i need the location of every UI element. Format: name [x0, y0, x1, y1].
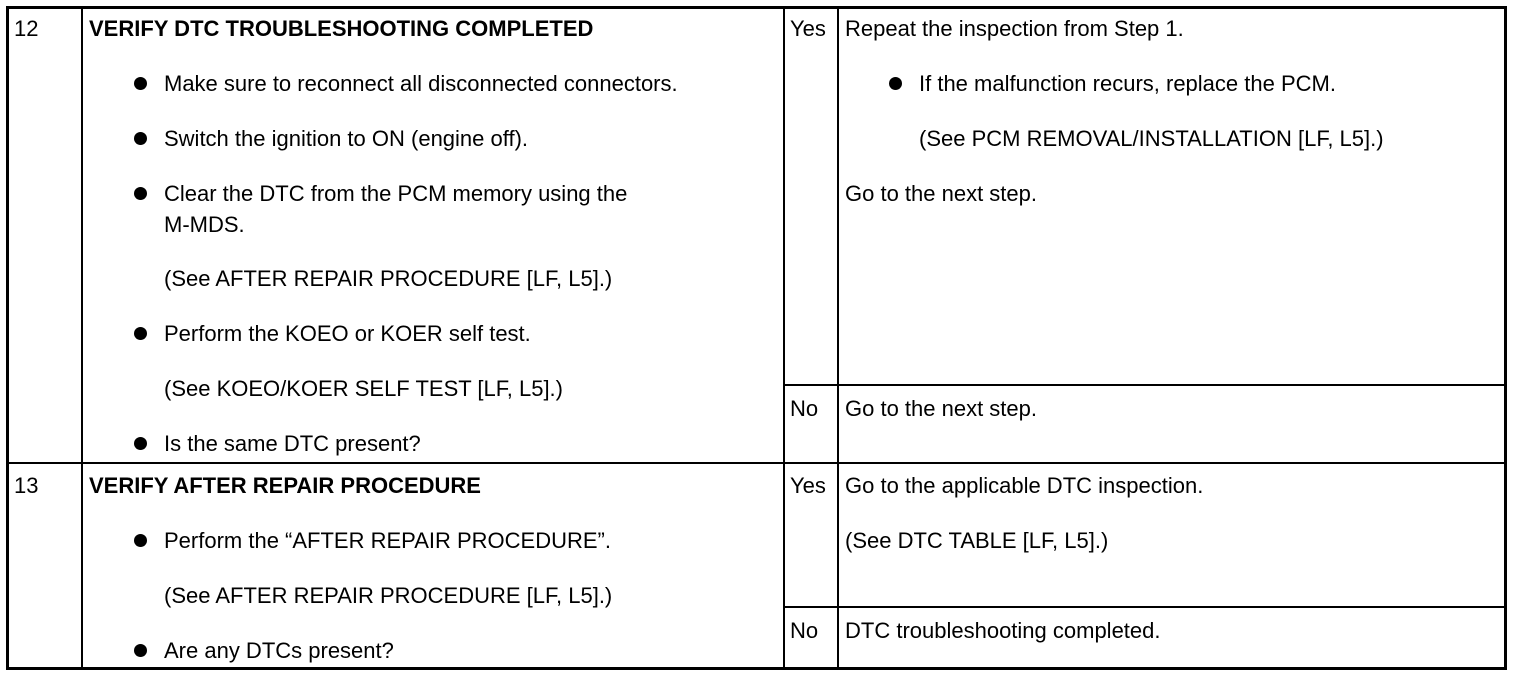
instruction-continued: M-MDS.	[164, 212, 245, 237]
instruction: Make sure to reconnect all disconnected connectors.	[164, 71, 678, 96]
question: Is the same DTC present?	[164, 431, 421, 456]
no-label: No	[790, 618, 819, 643]
table-border-bottom	[6, 667, 1507, 670]
instruction: Perform the “AFTER REPAIR PROCEDURE”.	[164, 528, 611, 553]
table-border-top	[6, 6, 1507, 9]
instruction: Perform the KOEO or KOER self test.	[164, 321, 531, 346]
step-number: 13	[14, 473, 39, 498]
reference-note: (See DTC TABLE [LF, L5].)	[845, 528, 1109, 553]
bullet-icon	[134, 644, 147, 657]
no-action: DTC troubleshooting completed.	[845, 618, 1161, 643]
column-divider-action	[783, 6, 785, 670]
bullet-icon	[134, 327, 147, 340]
bullet-icon	[134, 437, 147, 450]
instruction: Clear the DTC from the PCM memory using the	[164, 181, 628, 206]
reference-note: (See AFTER REPAIR PROCEDURE [LF, L5].)	[164, 583, 613, 608]
yes-label: Yes	[790, 16, 826, 41]
bullet-icon	[889, 77, 902, 90]
bullet-icon	[134, 187, 147, 200]
bullet-icon	[134, 132, 147, 145]
reference-note: (See AFTER REPAIR PROCEDURE [LF, L5].)	[164, 266, 613, 291]
table-border-right	[1504, 6, 1507, 670]
row-divider	[6, 462, 1507, 464]
no-label: No	[790, 396, 819, 421]
bullet-icon	[134, 77, 147, 90]
yes-action: Go to the next step.	[845, 181, 1038, 206]
table-border-left	[6, 6, 9, 670]
bullet-icon	[134, 534, 147, 547]
yes-action: Repeat the inspection from Step 1.	[845, 16, 1184, 41]
yes-no-divider-12	[784, 384, 1506, 386]
step-number: 12	[14, 16, 39, 41]
reference-note: (See KOEO/KOER SELF TEST [LF, L5].)	[164, 376, 563, 401]
yes-action: Go to the applicable DTC inspection.	[845, 473, 1204, 498]
reference-note: (See PCM REMOVAL/INSTALLATION [LF, L5].)	[919, 126, 1384, 151]
yes-action: If the malfunction recurs, replace the PCM.	[919, 71, 1336, 96]
question: Are any DTCs present?	[164, 638, 394, 663]
column-divider-step	[81, 6, 83, 670]
instruction: Switch the ignition to ON (engine off).	[164, 126, 529, 151]
column-divider-result	[837, 6, 839, 670]
step-title: VERIFY AFTER REPAIR PROCEDURE	[89, 473, 481, 498]
step-title: VERIFY DTC TROUBLESHOOTING COMPLETED	[89, 16, 594, 41]
no-action: Go to the next step.	[845, 396, 1038, 421]
yes-no-divider-13	[784, 606, 1506, 608]
yes-label: Yes	[790, 473, 826, 498]
